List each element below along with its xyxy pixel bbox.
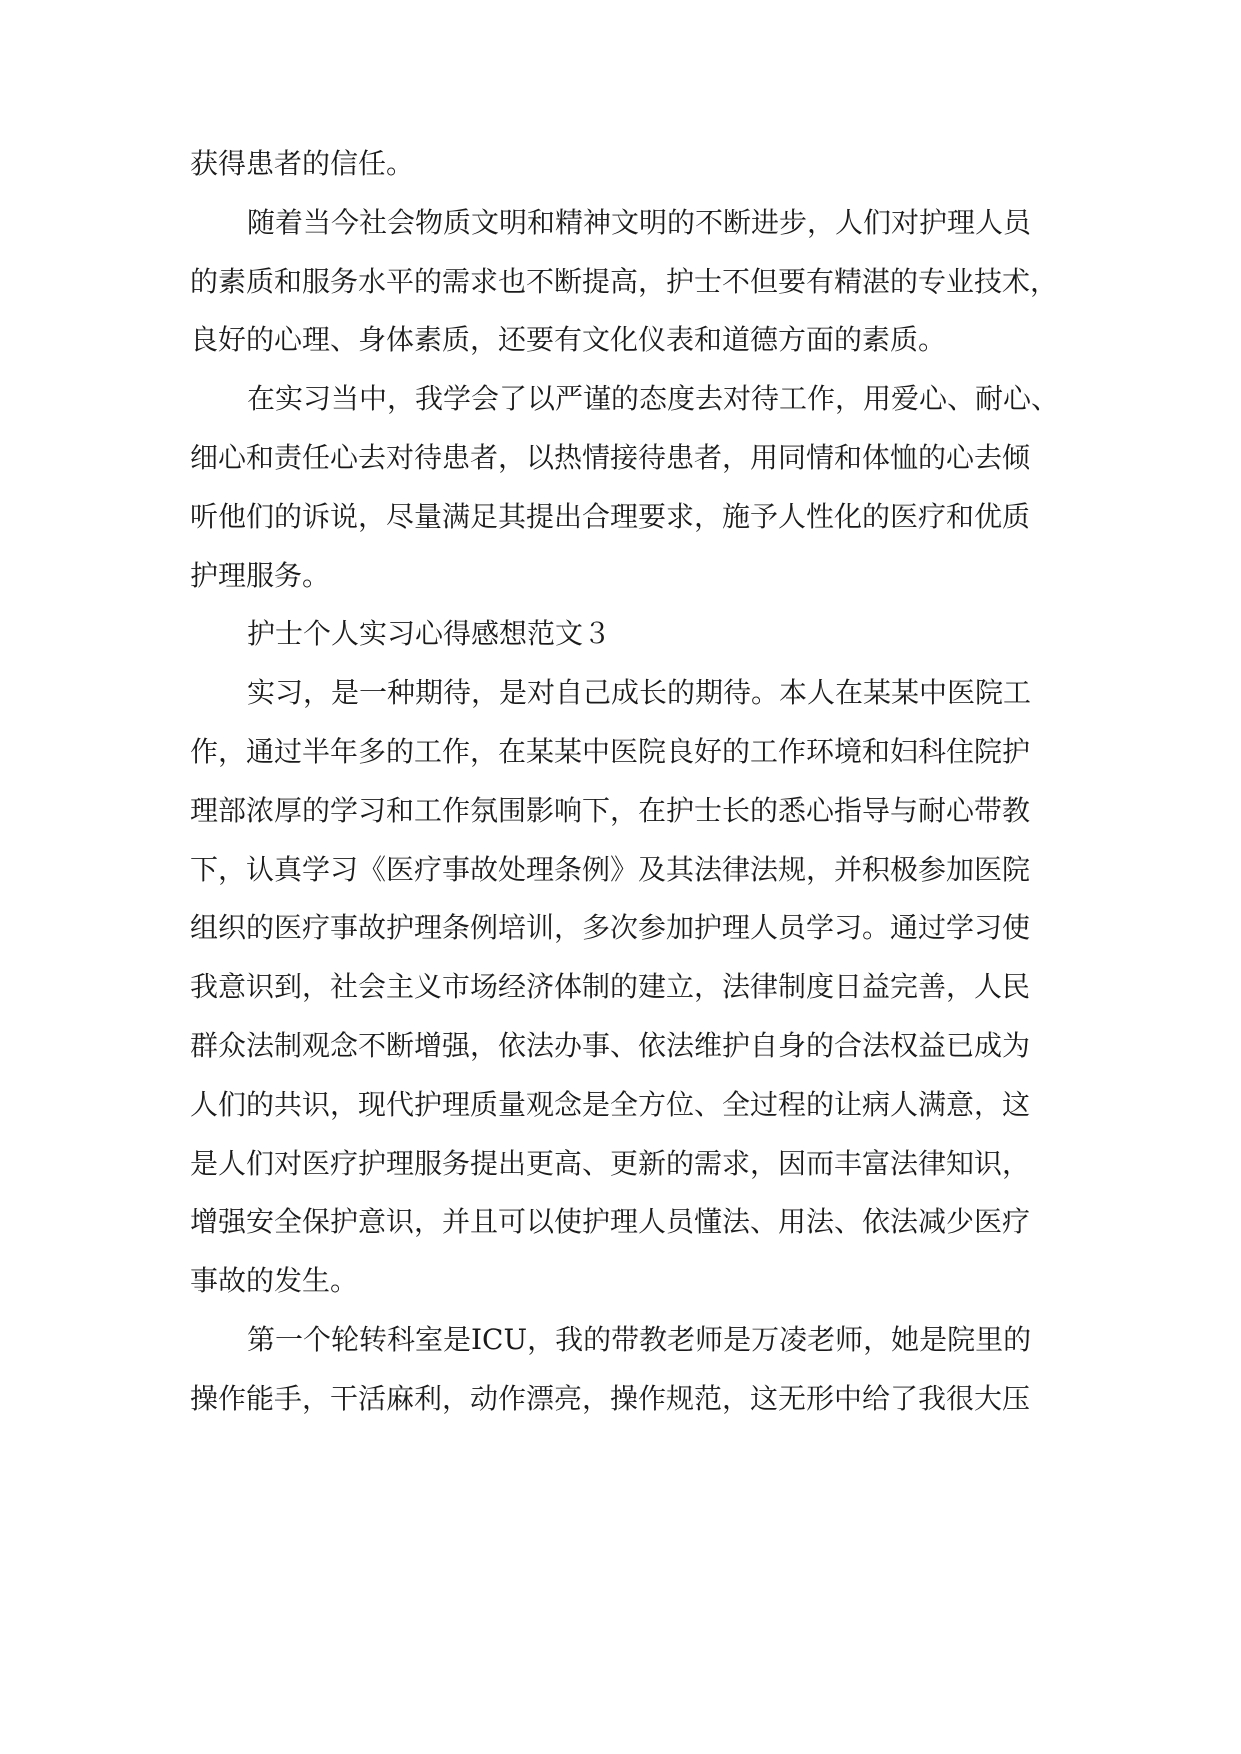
text-line: 我意识到，社会主义市场经济体制的建立，法律制度日益完善，人民: [190, 970, 1031, 1003]
text-line: 获得患者的信任。: [190, 147, 415, 180]
text-line: 随着当今社会物质文明和精神文明的不断进步，人们对护理人员: [247, 206, 1032, 239]
text-line: 细心和责任心去对待患者，以热情接待患者，用同情和体恤的心去倾: [190, 441, 1031, 474]
text-line: 群众法制观念不断增强，依法办事、依法维护自身的合法权益已成为: [190, 1029, 1031, 1062]
text-line: 下，认真学习《医疗事故处理条例》及其法律法规，并积极参加医院: [190, 853, 1031, 886]
text-line: 增强安全保护意识，并且可以使护理人员懂法、用法、依法减少医疗: [190, 1205, 1031, 1238]
text-line: 作，通过半年多的工作，在某某中医院良好的工作环境和妇科住院护: [190, 735, 1031, 768]
text-line: 实习，是一种期待，是对自己成长的期待。本人在某某中医院工: [247, 676, 1032, 709]
text-line: 理部浓厚的学习和工作氛围影响下，在护士长的悉心指导与耐心带教: [190, 794, 1031, 827]
text-line: 护理服务。: [190, 559, 331, 592]
text-line: 护士个人实习心得感想范文３: [247, 617, 612, 650]
text-line: 第一个轮转科室是ICU，我的带教老师是万凌老师，她是院里的: [247, 1323, 1032, 1356]
text-line: 人们的共识，现代护理质量观念是全方位、全过程的让病人满意，这: [190, 1088, 1031, 1121]
text-line: 听他们的诉说，尽量满足其提出合理要求，施予人性化的医疗和优质: [190, 500, 1031, 533]
text-line: 在实习当中，我学会了以严谨的态度去对待工作，用爱心、耐心、: [247, 382, 1060, 415]
text-line: 操作能手，干活麻利，动作漂亮，操作规范，这无形中给了我很大压: [190, 1382, 1031, 1415]
text-line: 事故的发生。: [190, 1264, 359, 1297]
text-line: 的素质和服务水平的需求也不断提高，护士不但要有精湛的专业技术，: [190, 265, 1059, 298]
text-line: 组织的医疗事故护理条例培训，多次参加护理人员学习。通过学习使: [190, 911, 1031, 944]
text-line: 是人们对医疗护理服务提出更高、更新的需求，因而丰富法律知识，: [190, 1147, 1031, 1180]
text-line: 良好的心理、身体素质，还要有文化仪表和道德方面的素质。: [190, 323, 947, 356]
